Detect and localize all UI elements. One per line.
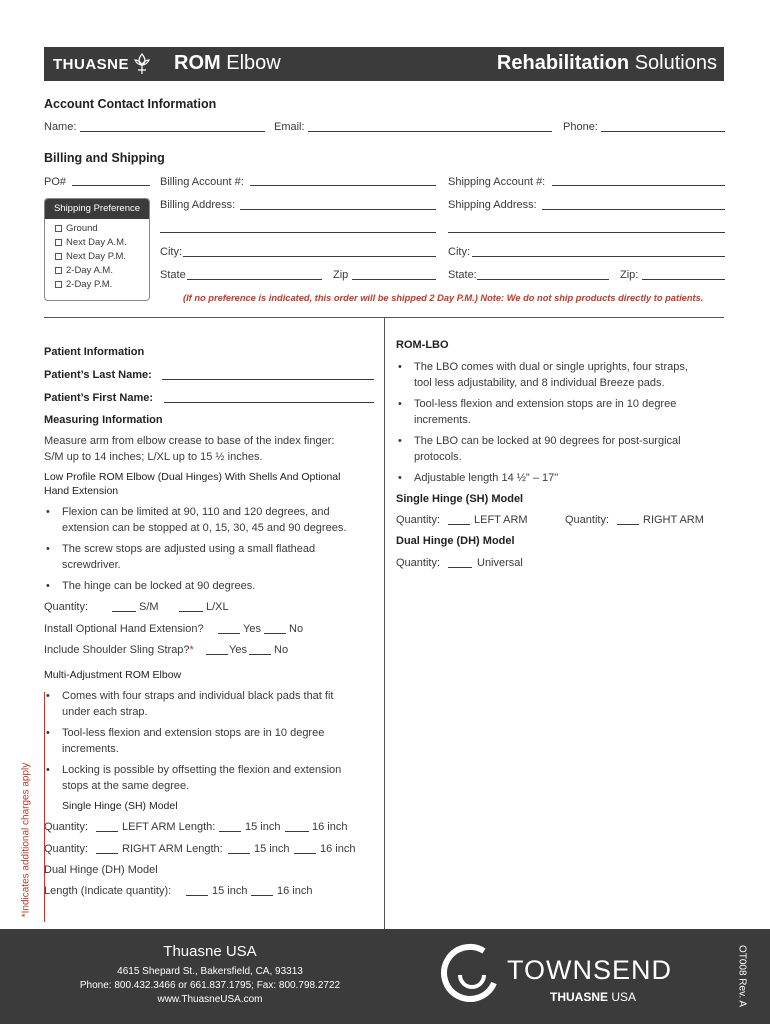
dh-16-field[interactable] <box>251 895 273 896</box>
brand-logo-text: THUASNE <box>53 56 130 73</box>
qty-label: Quantity: <box>396 514 441 526</box>
left-16-field[interactable] <box>285 831 309 832</box>
qty-label: Quantity: <box>565 514 610 526</box>
shipping-account-label: Shipping Account #: <box>448 176 546 188</box>
bullet-item: • The hinge can be locked at 90 degrees. <box>46 579 376 595</box>
length-label: Length (Indicate quantity): <box>44 885 172 897</box>
bullet-dot-icon: • <box>46 727 50 739</box>
additional-charges-note: *Indicates additional charges apply <box>20 762 32 918</box>
hand-extension-label: Install Optional Hand Extension? <box>44 623 204 635</box>
footer-website[interactable]: www.ThuasneUSA.com <box>157 994 263 1005</box>
bullet-item: • Tool-less flexion and extension stops are in 10 degree increments. <box>46 727 325 755</box>
bullet-dot-icon: • <box>46 690 50 702</box>
patient-heading: Patient Information <box>44 346 145 358</box>
right-arm-qty-field[interactable] <box>96 853 118 854</box>
quantity-label: Quantity: <box>44 601 89 613</box>
shipping-address-label: Shipping Address: <box>448 199 537 211</box>
ship-zip-label: Zip: <box>620 269 639 281</box>
column-divider <box>384 317 385 929</box>
no-label: No <box>289 623 304 635</box>
ship-city-label: City: <box>448 246 470 258</box>
checkbox-icon <box>55 239 62 246</box>
billing-address-label: Billing Address: <box>160 199 236 211</box>
first-name-field[interactable] <box>164 402 374 403</box>
billing-account-field[interactable] <box>250 185 436 186</box>
ship-state-field[interactable] <box>477 279 609 280</box>
option-next-day-pm[interactable]: Next Day P.M. <box>55 251 126 262</box>
lbo-sh-heading: Single Hinge (SH) Model <box>396 493 524 505</box>
billing-account-label: Billing Account #: <box>160 176 244 188</box>
qty-label: Quantity: <box>396 557 441 569</box>
option-ground[interactable]: Ground <box>55 223 98 234</box>
phone-field[interactable] <box>601 131 725 132</box>
bullet-dot-icon: • <box>398 398 402 410</box>
shipping-preference-box <box>44 198 150 301</box>
bullet-item: • The screw stops are adjusted using a small flathead screwdriver. <box>46 543 316 571</box>
bullet-item: • The LBO can be locked at 90 degrees for post-surgical protocols. <box>398 435 681 463</box>
sm-qty-field[interactable] <box>112 611 136 612</box>
bullet-dot-icon: • <box>46 764 50 776</box>
right-arm-label: RIGHT ARM <box>643 514 704 526</box>
checkbox-icon <box>55 267 62 274</box>
bullet-item: • Adjustable length 14 ½" – 17" <box>398 471 728 487</box>
dh-15-field[interactable] <box>186 895 208 896</box>
zip-label: Zip <box>333 269 349 281</box>
bullet-item: • Flexion can be limited at 90, 110 and 120 degrees, and extension can be stopped at 0, 15, 30, 45 and 90 degrees. <box>46 506 347 534</box>
in15-label: 15 inch <box>245 821 281 833</box>
footer-address: 4615 Shepard St., Bakersfield, CA, 93313 <box>117 966 303 977</box>
bullet-dot-icon: • <box>46 580 50 592</box>
in16-label: 16 inch <box>312 821 348 833</box>
in15-label: 15 inch <box>212 885 248 897</box>
lbo-right-qty-field[interactable] <box>617 524 639 525</box>
left-arm-length-label: LEFT ARM Length: <box>122 821 216 833</box>
qty-label: Quantity: <box>44 843 89 855</box>
lxl-label: L/XL <box>206 601 229 613</box>
footer <box>0 929 770 1024</box>
po-label: PO# <box>44 176 67 188</box>
right-16-field[interactable] <box>294 853 316 854</box>
shipping-note: (If no preference is indicated, this order will be shipped 2 Day P.M.) Note: We do not ship products directly to patients. <box>183 293 704 303</box>
townsend-logo-icon <box>440 941 500 1003</box>
shipping-account-field[interactable] <box>552 185 725 186</box>
city-label: City: <box>160 246 182 258</box>
hand-ext-yes-field[interactable] <box>218 633 240 634</box>
sling-yes-field[interactable] <box>206 654 228 655</box>
footer-brand: TOWNSEND <box>507 955 673 985</box>
lbo-left-qty-field[interactable] <box>448 524 470 525</box>
last-name-field[interactable] <box>162 379 374 380</box>
lbo-heading: ROM-LBO <box>396 339 449 351</box>
low-profile-heading: Low Profile ROM Elbow (Dual Hinges) With Shells And Optional <box>44 471 341 483</box>
sm-label: S/M <box>139 601 159 613</box>
multi-dh-heading: Dual Hinge (DH) Model <box>44 864 158 876</box>
bullet-dot-icon: • <box>398 361 402 373</box>
right-15-field[interactable] <box>228 853 250 854</box>
po-field[interactable] <box>72 185 150 186</box>
email-field[interactable] <box>308 131 552 132</box>
contact-heading: Account Contact Information <box>44 97 217 111</box>
bullet-item: • Tool-less flexion and extension stops are in 10 degree increments. <box>398 398 677 426</box>
checkbox-icon <box>55 253 62 260</box>
left-arm-qty-field[interactable] <box>96 831 118 832</box>
name-label: Name: <box>44 121 77 133</box>
left-arm-label: LEFT ARM <box>474 514 528 526</box>
first-name-label: Patient’s First Name: <box>44 392 154 404</box>
measuring-text: Measure arm from elbow crease to base of the index finger: <box>44 435 335 447</box>
low-profile-heading: Hand Extension <box>44 485 119 497</box>
billing-heading: Billing and Shipping <box>44 151 165 165</box>
in15-label: 15 inch <box>254 843 290 855</box>
sling-no-field[interactable] <box>249 654 271 655</box>
in16-label: 16 inch <box>320 843 356 855</box>
last-name-label: Patient’s Last Name: <box>44 369 152 381</box>
city-field[interactable] <box>183 256 436 257</box>
bullet-item: • Comes with four straps and individual black pads that fit under each strap. <box>46 690 334 718</box>
bullet-dot-icon: • <box>398 435 402 447</box>
bullet-dot-icon: • <box>46 543 50 555</box>
billing-address-field[interactable] <box>240 209 436 210</box>
state-field[interactable] <box>187 279 322 280</box>
checkbox-icon <box>55 281 62 288</box>
email-label: Email: <box>274 121 305 133</box>
bullet-item: • Locking is possible by offsetting the flexion and extension stops at the same degree. <box>46 764 342 792</box>
phone-label: Phone: <box>563 121 598 133</box>
sling-yes-label: Yes <box>229 644 247 656</box>
left-15-field[interactable] <box>219 831 241 832</box>
ship-state-label: State: <box>448 269 477 281</box>
form-id: OT008 Rev. A <box>736 944 748 1008</box>
universal-label: Universal <box>477 557 523 569</box>
multi-heading: Multi-Adjustment ROM Elbow <box>44 669 182 681</box>
footer-sub-brand: THUASNE USA <box>550 990 637 1004</box>
yes-label: Yes <box>243 623 261 635</box>
lxl-qty-field[interactable] <box>179 611 203 612</box>
name-field[interactable] <box>80 131 265 132</box>
lbo-dh-heading: Dual Hinge (DH) Model <box>396 535 515 547</box>
footer-company: Thuasne USA <box>163 943 257 960</box>
measuring-heading: Measuring Information <box>44 414 163 426</box>
shipping-address-field[interactable] <box>542 209 725 210</box>
qty-label: Quantity: <box>44 821 89 833</box>
sling-no-label: No <box>274 644 289 656</box>
footer-phone: Phone: 800.432.3466 or 661.837.1795; Fax: 800.798.2722 <box>79 980 341 991</box>
header-bar <box>44 47 724 81</box>
thuasne-flower-icon <box>132 51 152 77</box>
option-2day-pm[interactable]: 2-Day P.M. <box>55 279 112 290</box>
side-note-rule <box>44 692 45 922</box>
state-label: State <box>160 269 186 281</box>
measuring-text: S/M up to 14 inches; L/XL up to 15 ½ inches. <box>44 451 263 463</box>
in16-label: 16 inch <box>277 885 313 897</box>
hand-ext-no-field[interactable] <box>264 633 286 634</box>
checkbox-icon <box>55 225 62 232</box>
bullet-dot-icon: • <box>46 506 50 518</box>
bullet-dot-icon: • <box>398 472 402 484</box>
ship-city-field[interactable] <box>472 256 725 257</box>
right-arm-length-label: RIGHT ARM Length: <box>122 843 223 855</box>
billing-address-line2[interactable] <box>160 232 436 233</box>
shipping-address-line2[interactable] <box>448 232 725 233</box>
option-2day-am[interactable]: 2-Day A.M. <box>55 265 113 276</box>
bullet-item: • The LBO comes with dual or single uprights, four straps, tool less adjustability, and 8 individual Breeze pads. <box>398 361 688 389</box>
ship-zip-field[interactable] <box>642 279 725 280</box>
zip-field[interactable] <box>352 279 436 280</box>
product-title: ROM Elbow <box>174 52 281 74</box>
sling-label: Include Shoulder Sling Strap?* <box>44 644 194 656</box>
option-next-day-am[interactable]: Next Day A.M. <box>55 237 127 248</box>
shipping-preference-title: Shipping Preference <box>45 199 149 219</box>
multi-sh-heading: Single Hinge (SH) Model <box>62 800 178 812</box>
lbo-dh-qty-field[interactable] <box>448 567 472 568</box>
division-title: Rehabilitation Solutions <box>496 52 717 74</box>
